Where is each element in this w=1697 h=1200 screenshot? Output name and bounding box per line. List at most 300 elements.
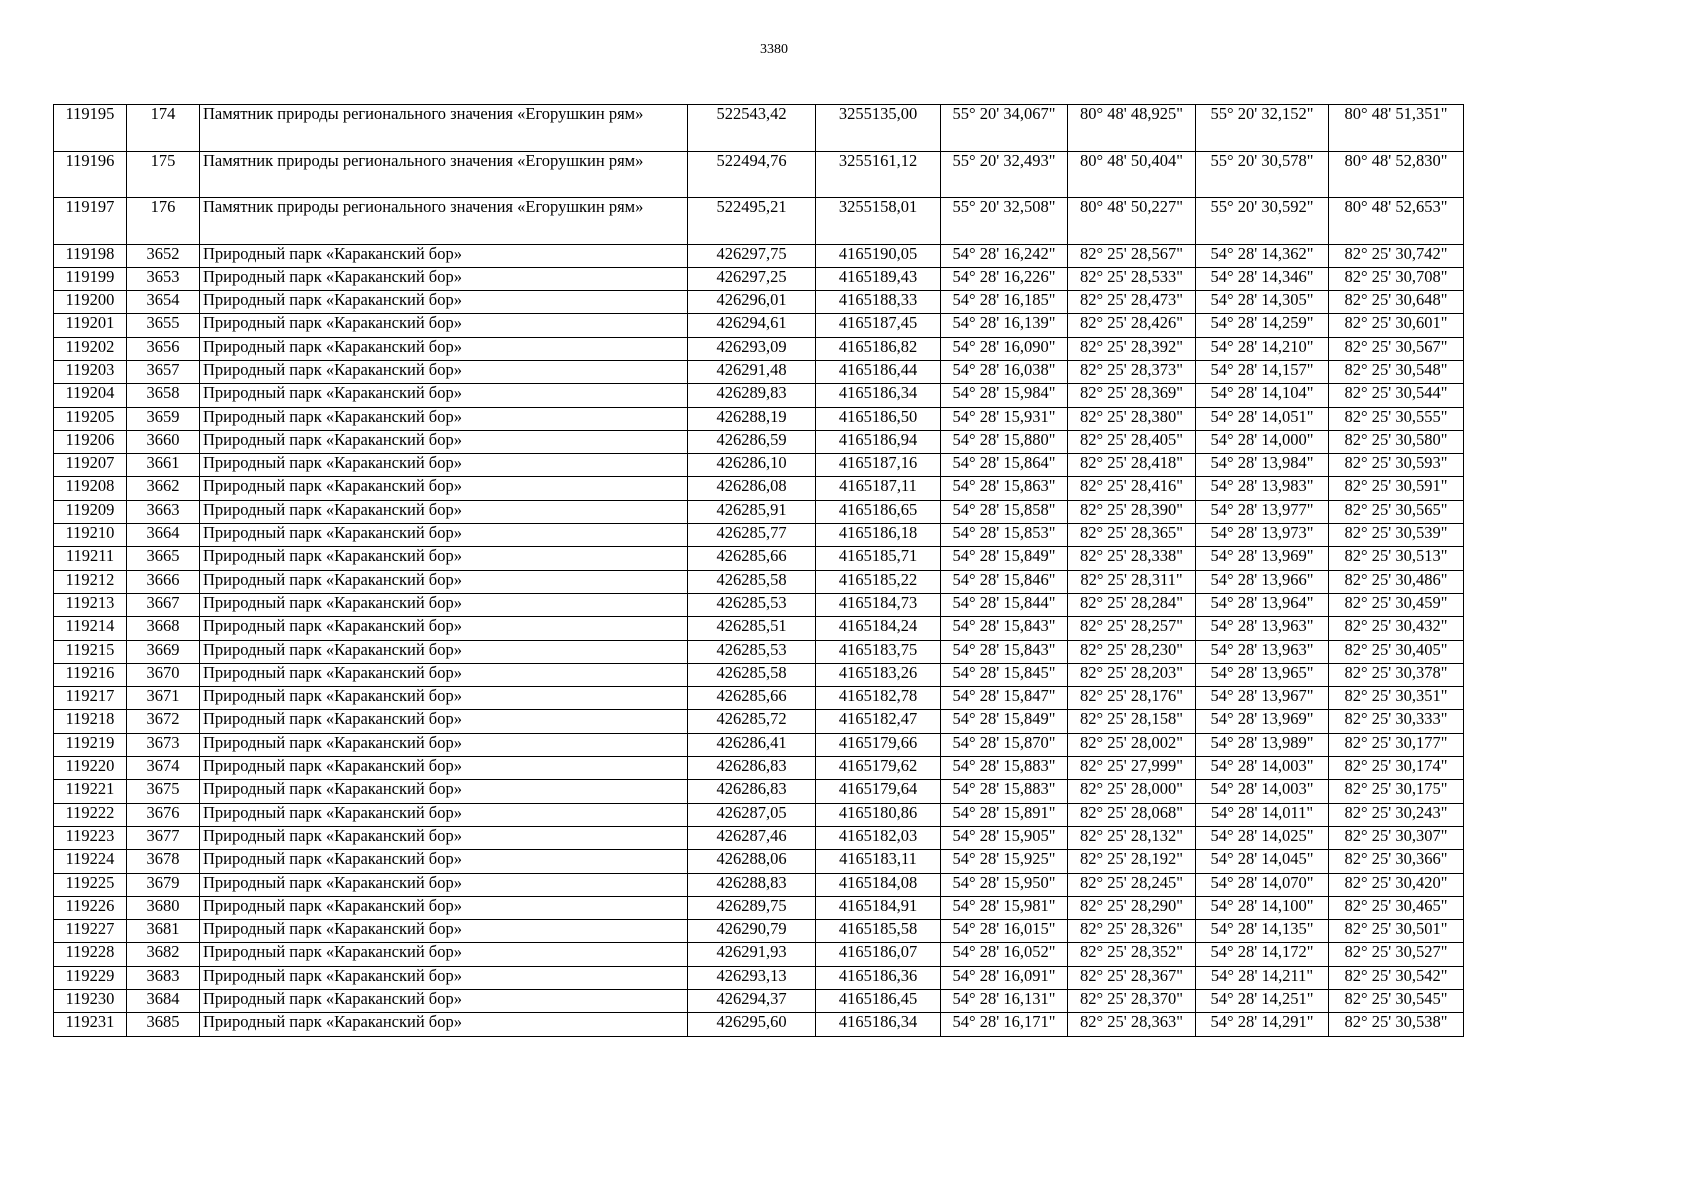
y-coordinate-cell: 4165186,18 bbox=[816, 524, 941, 547]
record-id-cell: 119226 bbox=[54, 896, 127, 919]
latitude-cell: 54° 28' 16,052" bbox=[941, 943, 1068, 966]
point-number-cell: 3653 bbox=[127, 267, 200, 290]
record-id-cell: 119201 bbox=[54, 314, 127, 337]
longitude-cell: 82° 25' 28,311" bbox=[1068, 570, 1196, 593]
longitude-cell: 82° 25' 28,158" bbox=[1068, 710, 1196, 733]
latitude-alt-cell: 55° 20' 30,592" bbox=[1196, 198, 1329, 245]
latitude-alt-cell: 54° 28' 14,211" bbox=[1196, 966, 1329, 989]
object-name-cell: Природный парк «Караканский бор» bbox=[200, 360, 688, 383]
longitude-alt-cell: 82° 25' 30,565" bbox=[1329, 500, 1464, 523]
table-row bbox=[54, 687, 1464, 710]
y-coordinate-cell: 4165186,45 bbox=[816, 990, 941, 1013]
record-id-cell: 119211 bbox=[54, 547, 127, 570]
point-number-cell: 3685 bbox=[127, 1013, 200, 1036]
y-coordinate-cell: 4165183,26 bbox=[816, 663, 941, 686]
longitude-alt-cell: 82° 25' 30,420" bbox=[1329, 873, 1464, 896]
latitude-cell: 55° 20' 32,493" bbox=[941, 151, 1068, 198]
table-row bbox=[54, 267, 1464, 290]
record-id-cell: 119223 bbox=[54, 826, 127, 849]
y-coordinate-cell: 4165184,73 bbox=[816, 593, 941, 616]
table-row bbox=[54, 593, 1464, 616]
longitude-cell: 82° 25' 28,000" bbox=[1068, 780, 1196, 803]
point-number-cell: 3659 bbox=[127, 407, 200, 430]
record-id-cell: 119216 bbox=[54, 663, 127, 686]
x-coordinate-cell: 522494,76 bbox=[688, 151, 816, 198]
point-number-cell: 3665 bbox=[127, 547, 200, 570]
x-coordinate-cell: 426286,83 bbox=[688, 780, 816, 803]
latitude-cell: 54° 28' 16,038" bbox=[941, 360, 1068, 383]
y-coordinate-cell: 4165186,50 bbox=[816, 407, 941, 430]
x-coordinate-cell: 426293,13 bbox=[688, 966, 816, 989]
latitude-cell: 54° 28' 16,091" bbox=[941, 966, 1068, 989]
point-number-cell: 3662 bbox=[127, 477, 200, 500]
object-name-cell: Природный парк «Караканский бор» bbox=[200, 990, 688, 1013]
point-number-cell: 3675 bbox=[127, 780, 200, 803]
longitude-cell: 82° 25' 28,369" bbox=[1068, 384, 1196, 407]
object-name-cell: Природный парк «Караканский бор» bbox=[200, 687, 688, 710]
x-coordinate-cell: 426286,83 bbox=[688, 757, 816, 780]
x-coordinate-cell: 426285,53 bbox=[688, 593, 816, 616]
latitude-alt-cell: 54° 28' 14,305" bbox=[1196, 291, 1329, 314]
x-coordinate-cell: 426285,77 bbox=[688, 524, 816, 547]
latitude-alt-cell: 54° 28' 13,963" bbox=[1196, 617, 1329, 640]
x-coordinate-cell: 426291,93 bbox=[688, 943, 816, 966]
latitude-cell: 54° 28' 16,242" bbox=[941, 244, 1068, 267]
x-coordinate-cell: 426285,66 bbox=[688, 687, 816, 710]
object-name-cell: Природный парк «Караканский бор» bbox=[200, 314, 688, 337]
longitude-alt-cell: 82° 25' 30,555" bbox=[1329, 407, 1464, 430]
point-number-cell: 3670 bbox=[127, 663, 200, 686]
latitude-alt-cell: 54° 28' 14,157" bbox=[1196, 360, 1329, 383]
y-coordinate-cell: 4165184,24 bbox=[816, 617, 941, 640]
x-coordinate-cell: 426286,08 bbox=[688, 477, 816, 500]
point-number-cell: 3668 bbox=[127, 617, 200, 640]
latitude-cell: 54° 28' 15,846" bbox=[941, 570, 1068, 593]
latitude-alt-cell: 54° 28' 14,259" bbox=[1196, 314, 1329, 337]
table-row bbox=[54, 617, 1464, 640]
latitude-alt-cell: 54° 28' 13,977" bbox=[1196, 500, 1329, 523]
record-id-cell: 119208 bbox=[54, 477, 127, 500]
latitude-alt-cell: 54° 28' 13,965" bbox=[1196, 663, 1329, 686]
longitude-cell: 82° 25' 28,257" bbox=[1068, 617, 1196, 640]
record-id-cell: 119225 bbox=[54, 873, 127, 896]
longitude-alt-cell: 82° 25' 30,542" bbox=[1329, 966, 1464, 989]
point-number-cell: 3658 bbox=[127, 384, 200, 407]
latitude-cell: 54° 28' 16,090" bbox=[941, 337, 1068, 360]
object-name-cell: Природный парк «Караканский бор» bbox=[200, 477, 688, 500]
latitude-cell: 54° 28' 16,131" bbox=[941, 990, 1068, 1013]
point-number-cell: 3679 bbox=[127, 873, 200, 896]
point-number-cell: 175 bbox=[127, 151, 200, 198]
x-coordinate-cell: 426294,37 bbox=[688, 990, 816, 1013]
table-row bbox=[54, 1013, 1464, 1036]
latitude-alt-cell: 54° 28' 14,104" bbox=[1196, 384, 1329, 407]
y-coordinate-cell: 4165186,34 bbox=[816, 384, 941, 407]
point-number-cell: 3673 bbox=[127, 733, 200, 756]
table-row bbox=[54, 454, 1464, 477]
record-id-cell: 119195 bbox=[54, 105, 127, 152]
latitude-alt-cell: 54° 28' 14,172" bbox=[1196, 943, 1329, 966]
table-row bbox=[54, 477, 1464, 500]
latitude-alt-cell: 55° 20' 32,152" bbox=[1196, 105, 1329, 152]
record-id-cell: 119219 bbox=[54, 733, 127, 756]
record-id-cell: 119221 bbox=[54, 780, 127, 803]
object-name-cell: Природный парк «Караканский бор» bbox=[200, 966, 688, 989]
longitude-alt-cell: 82° 25' 30,539" bbox=[1329, 524, 1464, 547]
x-coordinate-cell: 522543,42 bbox=[688, 105, 816, 152]
x-coordinate-cell: 426289,83 bbox=[688, 384, 816, 407]
table-row bbox=[54, 733, 1464, 756]
y-coordinate-cell: 4165182,78 bbox=[816, 687, 941, 710]
record-id-cell: 119209 bbox=[54, 500, 127, 523]
y-coordinate-cell: 4165182,03 bbox=[816, 826, 941, 849]
object-name-cell: Природный парк «Караканский бор» bbox=[200, 710, 688, 733]
point-number-cell: 3660 bbox=[127, 430, 200, 453]
object-name-cell: Природный парк «Караканский бор» bbox=[200, 407, 688, 430]
point-number-cell: 3678 bbox=[127, 850, 200, 873]
x-coordinate-cell: 426287,46 bbox=[688, 826, 816, 849]
table-row bbox=[54, 803, 1464, 826]
y-coordinate-cell: 4165179,62 bbox=[816, 757, 941, 780]
table-row bbox=[54, 151, 1464, 198]
latitude-cell: 54° 28' 16,139" bbox=[941, 314, 1068, 337]
table-row bbox=[54, 943, 1464, 966]
table-row bbox=[54, 407, 1464, 430]
table-row bbox=[54, 966, 1464, 989]
record-id-cell: 119229 bbox=[54, 966, 127, 989]
point-number-cell: 3656 bbox=[127, 337, 200, 360]
longitude-cell: 82° 25' 28,365" bbox=[1068, 524, 1196, 547]
y-coordinate-cell: 4165184,91 bbox=[816, 896, 941, 919]
x-coordinate-cell: 426285,66 bbox=[688, 547, 816, 570]
longitude-alt-cell: 82° 25' 30,648" bbox=[1329, 291, 1464, 314]
longitude-cell: 82° 25' 28,405" bbox=[1068, 430, 1196, 453]
record-id-cell: 119220 bbox=[54, 757, 127, 780]
longitude-alt-cell: 82° 25' 30,486" bbox=[1329, 570, 1464, 593]
y-coordinate-cell: 4165186,36 bbox=[816, 966, 941, 989]
latitude-alt-cell: 54° 28' 14,100" bbox=[1196, 896, 1329, 919]
object-name-cell: Памятник природы регионального значения «Егорушкин рям» bbox=[200, 105, 688, 152]
table-row bbox=[54, 547, 1464, 570]
latitude-cell: 54° 28' 15,880" bbox=[941, 430, 1068, 453]
longitude-alt-cell: 82° 25' 30,307" bbox=[1329, 826, 1464, 849]
y-coordinate-cell: 4165187,16 bbox=[816, 454, 941, 477]
longitude-alt-cell: 82° 25' 30,593" bbox=[1329, 454, 1464, 477]
latitude-alt-cell: 54° 28' 13,989" bbox=[1196, 733, 1329, 756]
x-coordinate-cell: 426286,10 bbox=[688, 454, 816, 477]
longitude-cell: 82° 25' 28,380" bbox=[1068, 407, 1196, 430]
longitude-alt-cell: 80° 48' 52,830" bbox=[1329, 151, 1464, 198]
longitude-alt-cell: 82° 25' 30,538" bbox=[1329, 1013, 1464, 1036]
x-coordinate-cell: 426285,91 bbox=[688, 500, 816, 523]
object-name-cell: Природный парк «Караканский бор» bbox=[200, 570, 688, 593]
x-coordinate-cell: 426297,75 bbox=[688, 244, 816, 267]
longitude-alt-cell: 82° 25' 30,405" bbox=[1329, 640, 1464, 663]
latitude-alt-cell: 54° 28' 14,011" bbox=[1196, 803, 1329, 826]
latitude-cell: 54° 28' 15,931" bbox=[941, 407, 1068, 430]
record-id-cell: 119215 bbox=[54, 640, 127, 663]
latitude-cell: 54° 28' 16,015" bbox=[941, 920, 1068, 943]
record-id-cell: 119202 bbox=[54, 337, 127, 360]
x-coordinate-cell: 426297,25 bbox=[688, 267, 816, 290]
point-number-cell: 3667 bbox=[127, 593, 200, 616]
x-coordinate-cell: 426294,61 bbox=[688, 314, 816, 337]
latitude-alt-cell: 54° 28' 13,969" bbox=[1196, 710, 1329, 733]
x-coordinate-cell: 426293,09 bbox=[688, 337, 816, 360]
latitude-cell: 54° 28' 16,171" bbox=[941, 1013, 1068, 1036]
x-coordinate-cell: 426287,05 bbox=[688, 803, 816, 826]
longitude-alt-cell: 82° 25' 30,333" bbox=[1329, 710, 1464, 733]
record-id-cell: 119224 bbox=[54, 850, 127, 873]
y-coordinate-cell: 4165179,64 bbox=[816, 780, 941, 803]
latitude-cell: 54° 28' 15,843" bbox=[941, 617, 1068, 640]
record-id-cell: 119214 bbox=[54, 617, 127, 640]
y-coordinate-cell: 3255158,01 bbox=[816, 198, 941, 245]
x-coordinate-cell: 426285,58 bbox=[688, 570, 816, 593]
point-number-cell: 3669 bbox=[127, 640, 200, 663]
table-row bbox=[54, 780, 1464, 803]
object-name-cell: Природный парк «Караканский бор» bbox=[200, 780, 688, 803]
latitude-cell: 54° 28' 15,864" bbox=[941, 454, 1068, 477]
object-name-cell: Природный парк «Караканский бор» bbox=[200, 850, 688, 873]
table-row bbox=[54, 105, 1464, 152]
y-coordinate-cell: 4165186,65 bbox=[816, 500, 941, 523]
longitude-alt-cell: 82° 25' 30,366" bbox=[1329, 850, 1464, 873]
longitude-alt-cell: 82° 25' 30,432" bbox=[1329, 617, 1464, 640]
latitude-cell: 55° 20' 34,067" bbox=[941, 105, 1068, 152]
longitude-cell: 82° 25' 28,284" bbox=[1068, 593, 1196, 616]
latitude-cell: 54° 28' 15,844" bbox=[941, 593, 1068, 616]
latitude-alt-cell: 54° 28' 14,045" bbox=[1196, 850, 1329, 873]
point-number-cell: 3663 bbox=[127, 500, 200, 523]
y-coordinate-cell: 4165180,86 bbox=[816, 803, 941, 826]
point-number-cell: 3672 bbox=[127, 710, 200, 733]
latitude-cell: 54° 28' 15,891" bbox=[941, 803, 1068, 826]
longitude-cell: 82° 25' 28,392" bbox=[1068, 337, 1196, 360]
y-coordinate-cell: 4165185,22 bbox=[816, 570, 941, 593]
latitude-alt-cell: 54° 28' 13,966" bbox=[1196, 570, 1329, 593]
y-coordinate-cell: 4165179,66 bbox=[816, 733, 941, 756]
table-row bbox=[54, 430, 1464, 453]
point-number-cell: 3684 bbox=[127, 990, 200, 1013]
latitude-cell: 54° 28' 15,849" bbox=[941, 547, 1068, 570]
longitude-alt-cell: 82° 25' 30,548" bbox=[1329, 360, 1464, 383]
object-name-cell: Природный парк «Караканский бор» bbox=[200, 547, 688, 570]
latitude-alt-cell: 54° 28' 13,963" bbox=[1196, 640, 1329, 663]
record-id-cell: 119197 bbox=[54, 198, 127, 245]
table-row bbox=[54, 826, 1464, 849]
longitude-alt-cell: 82° 25' 30,708" bbox=[1329, 267, 1464, 290]
point-number-cell: 3683 bbox=[127, 966, 200, 989]
y-coordinate-cell: 4165183,75 bbox=[816, 640, 941, 663]
longitude-cell: 82° 25' 28,473" bbox=[1068, 291, 1196, 314]
x-coordinate-cell: 426291,48 bbox=[688, 360, 816, 383]
point-number-cell: 3657 bbox=[127, 360, 200, 383]
longitude-cell: 82° 25' 28,230" bbox=[1068, 640, 1196, 663]
y-coordinate-cell: 4165185,71 bbox=[816, 547, 941, 570]
x-coordinate-cell: 426286,41 bbox=[688, 733, 816, 756]
latitude-alt-cell: 54° 28' 13,984" bbox=[1196, 454, 1329, 477]
x-coordinate-cell: 426290,79 bbox=[688, 920, 816, 943]
object-name-cell: Природный парк «Караканский бор» bbox=[200, 500, 688, 523]
latitude-cell: 54° 28' 15,905" bbox=[941, 826, 1068, 849]
y-coordinate-cell: 4165185,58 bbox=[816, 920, 941, 943]
object-name-cell: Природный парк «Караканский бор» bbox=[200, 244, 688, 267]
record-id-cell: 119222 bbox=[54, 803, 127, 826]
longitude-alt-cell: 82° 25' 30,591" bbox=[1329, 477, 1464, 500]
x-coordinate-cell: 426286,59 bbox=[688, 430, 816, 453]
point-number-cell: 3671 bbox=[127, 687, 200, 710]
record-id-cell: 119217 bbox=[54, 687, 127, 710]
longitude-alt-cell: 80° 48' 52,653" bbox=[1329, 198, 1464, 245]
latitude-alt-cell: 54° 28' 14,291" bbox=[1196, 1013, 1329, 1036]
latitude-alt-cell: 54° 28' 14,210" bbox=[1196, 337, 1329, 360]
table-row bbox=[54, 990, 1464, 1013]
y-coordinate-cell: 3255135,00 bbox=[816, 105, 941, 152]
object-name-cell: Природный парк «Караканский бор» bbox=[200, 337, 688, 360]
longitude-cell: 82° 25' 28,203" bbox=[1068, 663, 1196, 686]
latitude-cell: 54° 28' 15,853" bbox=[941, 524, 1068, 547]
table-row bbox=[54, 710, 1464, 733]
latitude-alt-cell: 54° 28' 14,251" bbox=[1196, 990, 1329, 1013]
record-id-cell: 119210 bbox=[54, 524, 127, 547]
record-id-cell: 119206 bbox=[54, 430, 127, 453]
table-row bbox=[54, 291, 1464, 314]
longitude-cell: 82° 25' 28,390" bbox=[1068, 500, 1196, 523]
record-id-cell: 119203 bbox=[54, 360, 127, 383]
latitude-cell: 54° 28' 15,870" bbox=[941, 733, 1068, 756]
object-name-cell: Природный парк «Караканский бор» bbox=[200, 291, 688, 314]
longitude-cell: 82° 25' 28,326" bbox=[1068, 920, 1196, 943]
object-name-cell: Природный парк «Караканский бор» bbox=[200, 733, 688, 756]
longitude-cell: 82° 25' 28,068" bbox=[1068, 803, 1196, 826]
object-name-cell: Памятник природы регионального значения «Егорушкин рям» bbox=[200, 198, 688, 245]
latitude-alt-cell: 54° 28' 13,983" bbox=[1196, 477, 1329, 500]
object-name-cell: Природный парк «Караканский бор» bbox=[200, 803, 688, 826]
longitude-cell: 82° 25' 28,363" bbox=[1068, 1013, 1196, 1036]
point-number-cell: 3661 bbox=[127, 454, 200, 477]
table-row bbox=[54, 570, 1464, 593]
longitude-alt-cell: 80° 48' 51,351" bbox=[1329, 105, 1464, 152]
x-coordinate-cell: 426285,72 bbox=[688, 710, 816, 733]
record-id-cell: 119207 bbox=[54, 454, 127, 477]
longitude-cell: 80° 48' 48,925" bbox=[1068, 105, 1196, 152]
x-coordinate-cell: 426289,75 bbox=[688, 896, 816, 919]
latitude-alt-cell: 54° 28' 13,973" bbox=[1196, 524, 1329, 547]
longitude-alt-cell: 82° 25' 30,742" bbox=[1329, 244, 1464, 267]
record-id-cell: 119212 bbox=[54, 570, 127, 593]
object-name-cell: Природный парк «Караканский бор» bbox=[200, 896, 688, 919]
y-coordinate-cell: 4165183,11 bbox=[816, 850, 941, 873]
record-id-cell: 119204 bbox=[54, 384, 127, 407]
record-id-cell: 119231 bbox=[54, 1013, 127, 1036]
object-name-cell: Природный парк «Караканский бор» bbox=[200, 454, 688, 477]
latitude-cell: 54° 28' 15,843" bbox=[941, 640, 1068, 663]
longitude-alt-cell: 82° 25' 30,601" bbox=[1329, 314, 1464, 337]
latitude-cell: 54° 28' 15,950" bbox=[941, 873, 1068, 896]
latitude-cell: 54° 28' 15,845" bbox=[941, 663, 1068, 686]
table-row bbox=[54, 198, 1464, 245]
longitude-alt-cell: 82° 25' 30,175" bbox=[1329, 780, 1464, 803]
y-coordinate-cell: 4165184,08 bbox=[816, 873, 941, 896]
y-coordinate-cell: 4165186,94 bbox=[816, 430, 941, 453]
point-number-cell: 3654 bbox=[127, 291, 200, 314]
object-name-cell: Природный парк «Караканский бор» bbox=[200, 593, 688, 616]
longitude-alt-cell: 82° 25' 30,513" bbox=[1329, 547, 1464, 570]
record-id-cell: 119227 bbox=[54, 920, 127, 943]
object-name-cell: Памятник природы регионального значения «Егорушкин рям» bbox=[200, 151, 688, 198]
table-row bbox=[54, 524, 1464, 547]
longitude-cell: 82° 25' 28,192" bbox=[1068, 850, 1196, 873]
latitude-alt-cell: 54° 28' 14,135" bbox=[1196, 920, 1329, 943]
longitude-cell: 82° 25' 28,245" bbox=[1068, 873, 1196, 896]
longitude-cell: 82° 25' 28,002" bbox=[1068, 733, 1196, 756]
longitude-alt-cell: 82° 25' 30,501" bbox=[1329, 920, 1464, 943]
object-name-cell: Природный парк «Караканский бор» bbox=[200, 384, 688, 407]
table-row bbox=[54, 640, 1464, 663]
latitude-cell: 54° 28' 15,858" bbox=[941, 500, 1068, 523]
x-coordinate-cell: 426288,19 bbox=[688, 407, 816, 430]
longitude-cell: 82° 25' 28,338" bbox=[1068, 547, 1196, 570]
x-coordinate-cell: 426285,53 bbox=[688, 640, 816, 663]
object-name-cell: Природный парк «Караканский бор» bbox=[200, 617, 688, 640]
longitude-cell: 80° 48' 50,227" bbox=[1068, 198, 1196, 245]
longitude-cell: 82° 25' 28,290" bbox=[1068, 896, 1196, 919]
longitude-alt-cell: 82° 25' 30,567" bbox=[1329, 337, 1464, 360]
table-row bbox=[54, 757, 1464, 780]
record-id-cell: 119199 bbox=[54, 267, 127, 290]
latitude-alt-cell: 54° 28' 14,025" bbox=[1196, 826, 1329, 849]
latitude-alt-cell: 54° 28' 14,000" bbox=[1196, 430, 1329, 453]
longitude-cell: 82° 25' 28,533" bbox=[1068, 267, 1196, 290]
longitude-alt-cell: 82° 25' 30,544" bbox=[1329, 384, 1464, 407]
record-id-cell: 119213 bbox=[54, 593, 127, 616]
longitude-alt-cell: 82° 25' 30,580" bbox=[1329, 430, 1464, 453]
point-number-cell: 3677 bbox=[127, 826, 200, 849]
y-coordinate-cell: 4165190,05 bbox=[816, 244, 941, 267]
y-coordinate-cell: 4165187,45 bbox=[816, 314, 941, 337]
y-coordinate-cell: 4165189,43 bbox=[816, 267, 941, 290]
point-number-cell: 3681 bbox=[127, 920, 200, 943]
y-coordinate-cell: 4165186,44 bbox=[816, 360, 941, 383]
latitude-alt-cell: 54° 28' 14,003" bbox=[1196, 757, 1329, 780]
latitude-alt-cell: 54° 28' 14,070" bbox=[1196, 873, 1329, 896]
longitude-cell: 82° 25' 28,567" bbox=[1068, 244, 1196, 267]
latitude-cell: 54° 28' 15,863" bbox=[941, 477, 1068, 500]
record-id-cell: 119230 bbox=[54, 990, 127, 1013]
table-row bbox=[54, 384, 1464, 407]
y-coordinate-cell: 4165187,11 bbox=[816, 477, 941, 500]
point-number-cell: 3682 bbox=[127, 943, 200, 966]
table-row bbox=[54, 850, 1464, 873]
object-name-cell: Природный парк «Караканский бор» bbox=[200, 524, 688, 547]
table-row bbox=[54, 920, 1464, 943]
x-coordinate-cell: 426285,51 bbox=[688, 617, 816, 640]
object-name-cell: Природный парк «Караканский бор» bbox=[200, 663, 688, 686]
longitude-cell: 82° 25' 28,373" bbox=[1068, 360, 1196, 383]
latitude-alt-cell: 54° 28' 13,969" bbox=[1196, 547, 1329, 570]
latitude-cell: 55° 20' 32,508" bbox=[941, 198, 1068, 245]
longitude-cell: 82° 25' 28,352" bbox=[1068, 943, 1196, 966]
table-row bbox=[54, 244, 1464, 267]
table-row bbox=[54, 896, 1464, 919]
longitude-alt-cell: 82° 25' 30,465" bbox=[1329, 896, 1464, 919]
longitude-cell: 82° 25' 28,426" bbox=[1068, 314, 1196, 337]
latitude-cell: 54° 28' 15,883" bbox=[941, 757, 1068, 780]
point-number-cell: 3652 bbox=[127, 244, 200, 267]
record-id-cell: 119205 bbox=[54, 407, 127, 430]
table-body bbox=[54, 105, 1464, 1037]
